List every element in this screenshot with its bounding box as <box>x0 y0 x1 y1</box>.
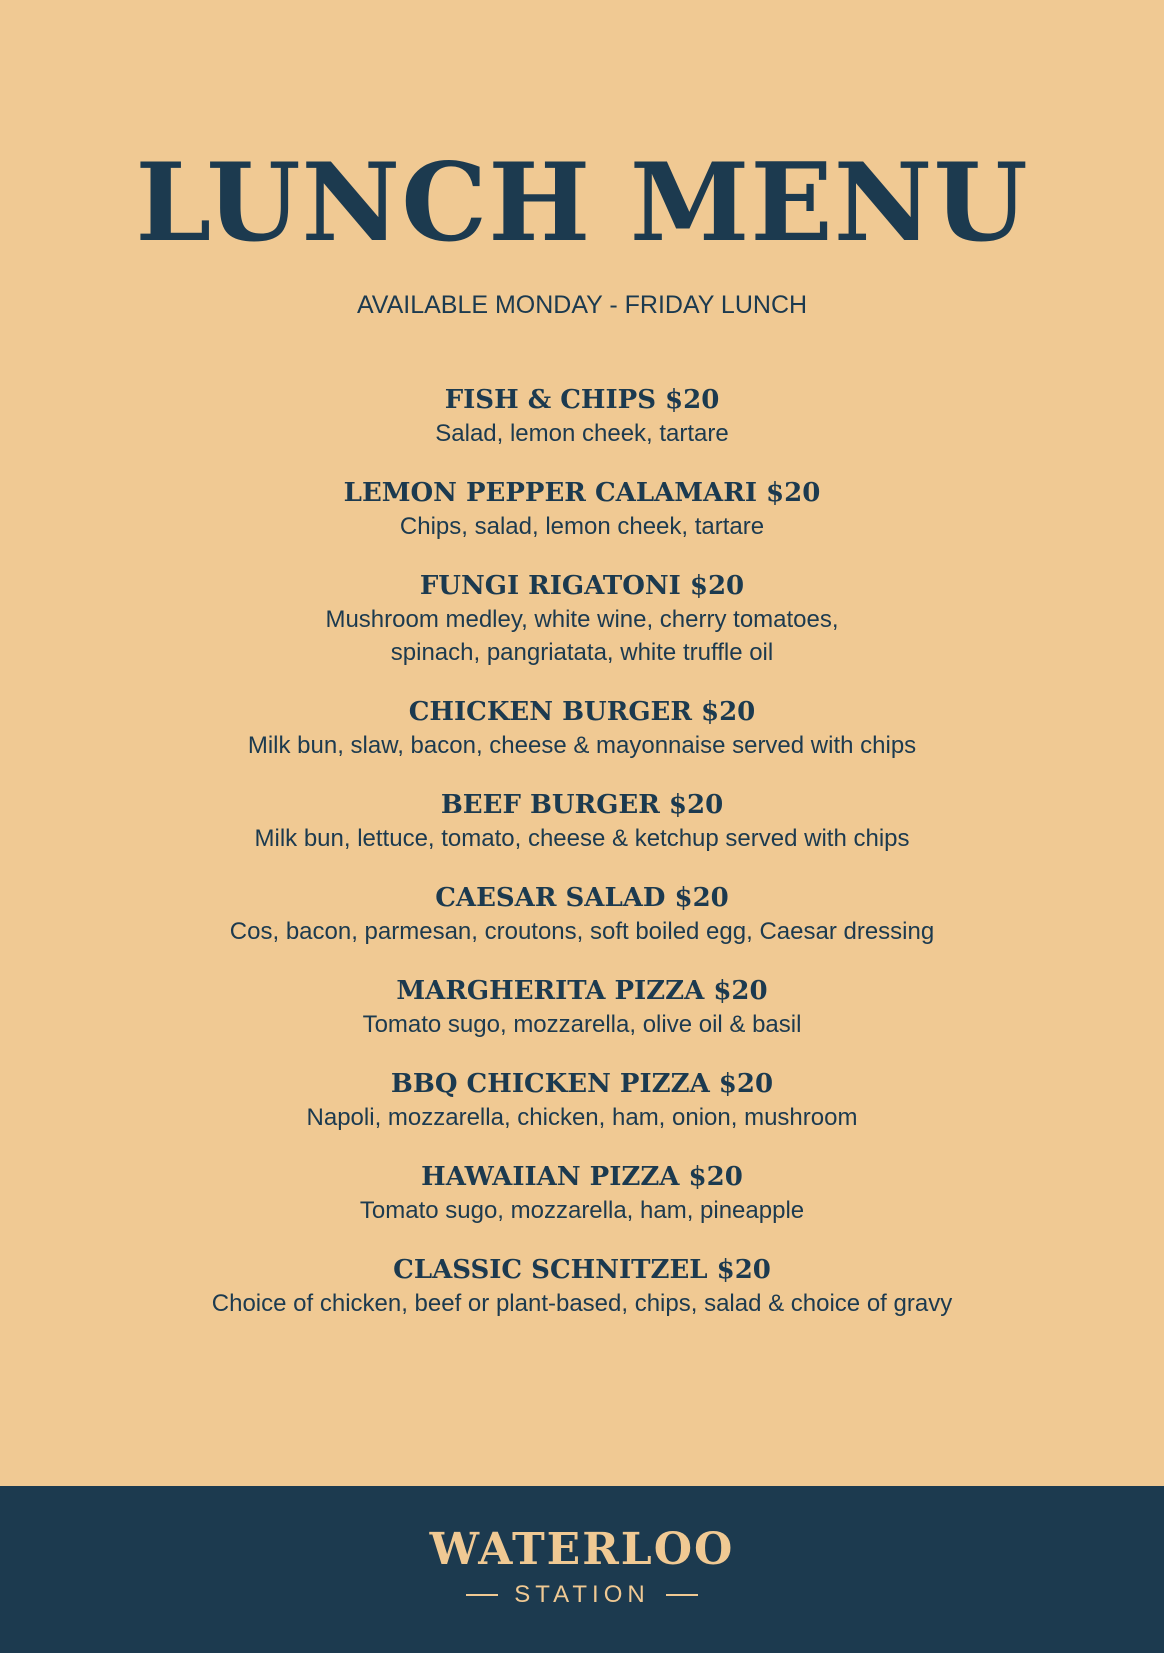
menu-item-name: BEEF BURGER $20 <box>440 790 724 820</box>
menu-item-description: Napoli, mozzarella, chicken, ham, onion, mushroom <box>306 1104 858 1131</box>
menu-item-name: CLASSIC SCHNITZEL $20 <box>393 1255 771 1285</box>
menu-item <box>0 695 1164 762</box>
menu-item-name: FUNGI RIGATONI $20 <box>419 571 745 601</box>
menu-item <box>0 1067 1164 1134</box>
menu-item <box>0 476 1164 543</box>
menu-item <box>0 1160 1164 1227</box>
brand-right-rule <box>666 1594 698 1596</box>
brand-logo-subtitle-text: STATION <box>514 1581 650 1608</box>
menu-item-name: BBQ CHICKEN PIZZA $20 <box>390 1069 774 1099</box>
menu-items-list <box>0 383 1164 1346</box>
menu-title: LUNCH MENU <box>135 140 1029 266</box>
menu-item-description: Milk bun, lettuce, tomato, cheese & ketchup served with chips <box>254 825 910 852</box>
brand-left-rule <box>466 1594 498 1596</box>
menu-item-description: Cos, bacon, parmesan, croutons, soft boiled egg, Caesar dressing <box>229 918 935 945</box>
menu-item-description: Salad, lemon cheek, tartare <box>435 420 729 447</box>
menu-item-name: FISH & CHIPS $20 <box>444 385 720 415</box>
menu-item-name: CAESAR SALAD $20 <box>435 883 729 913</box>
menu-item <box>0 788 1164 855</box>
menu-item-name: HAWAIIAN PIZZA $20 <box>421 1162 743 1192</box>
menu-item-description: Mushroom medley, white wine, cherry tomatoes, spinach, pangriatata, white truffle oil <box>325 606 839 666</box>
menu-subtitle: AVAILABLE MONDAY - FRIDAY LUNCH <box>356 291 808 319</box>
menu-item <box>0 974 1164 1041</box>
menu-item-description: Milk bun, slaw, bacon, cheese & mayonnaise served with chips <box>247 732 917 759</box>
brand-logo-subtitle <box>0 1580 1164 1610</box>
menu-item <box>0 569 1164 669</box>
brand-logo-name: WATERLOO <box>429 1524 735 1575</box>
menu-item-name: MARGHERITA PIZZA $20 <box>396 976 768 1006</box>
menu-item-description: Tomato sugo, mozzarella, olive oil & basil <box>362 1011 802 1038</box>
menu-item-name: CHICKEN BURGER $20 <box>408 697 756 727</box>
menu-item-description: Chips, salad, lemon cheek, tartare <box>399 513 765 540</box>
menu-item-name: LEMON PEPPER CALAMARI $20 <box>343 478 821 508</box>
menu-item-description: Tomato sugo, mozzarella, ham, pineapple <box>359 1197 805 1224</box>
menu-item-description: Choice of chicken, beef or plant-based, chips, salad & choice of gravy <box>211 1290 953 1317</box>
menu-item <box>0 881 1164 948</box>
menu-item <box>0 383 1164 450</box>
menu-item <box>0 1253 1164 1320</box>
